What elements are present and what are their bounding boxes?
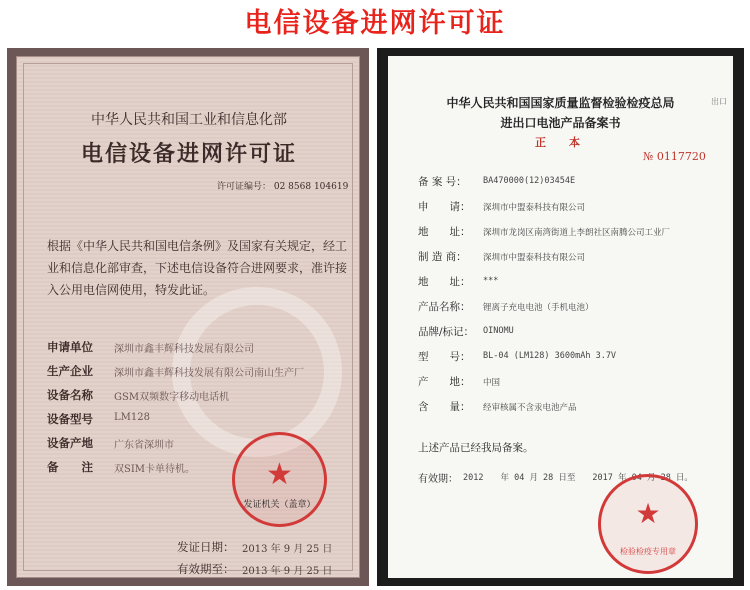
field-label: 型 号： [418,351,471,363]
issue-date-label: 发证日期： [177,540,235,554]
official-seal [232,432,327,527]
validity-label: 有效期： [418,474,458,485]
corner-label: 出口 [711,97,727,106]
field-label: 设备名称 [47,388,93,402]
battery-filing-certificate [377,48,744,586]
filing-paper [388,56,733,578]
filing-number: № 0117720 [643,150,706,163]
field-label: 产 地： [418,376,471,388]
banner [0,0,750,48]
license-number: 许可证编号： 02 8568 104619 [217,182,349,192]
field-label: 含 量： [418,401,471,413]
field-value: 深圳市中盟泰科技有限公司 [483,253,586,263]
field-label: 制 造 商： [418,251,467,263]
license-paper [16,56,360,578]
field-value: 深圳市鑫丰辉科技发展有限公司 [114,344,254,355]
field-label: 产品名称： [418,301,471,313]
filing-title: 进出口电池产品备案书 [500,116,621,130]
inspection-seal-caption: 检验检疫专用章 [620,547,676,556]
field-label: 备 案 号： [418,176,467,188]
field-value: 中国 [483,378,501,388]
valid-date-label: 有效期至： [177,562,235,576]
validity-value: 2012 年 04 月 28 日至 2017 年 04 月 28 日。 [463,473,693,483]
license-certificate [7,48,369,586]
field-value: 深圳市中盟泰科技有限公司 [483,203,586,213]
filing-issuer: 中华人民共和国国家质量监督检验检疫总局 [446,96,675,110]
field-value: 深圳市龙岗区南湾街道上李朗社区南腾公司工业厂 [483,228,671,238]
license-paragraph: 根据《中华人民共和国电信条例》及国家有关规定，经工业和信息化部审查，下述电信设备符合进网要求，准许接入公用电信网使用，特发此证。 [47,239,348,297]
field-value: GSM双频数字移动电话机 [114,392,230,403]
star-icon: ★ [635,497,661,530]
field-label: 申 请： [418,201,471,213]
field-label: 设备型号 [47,412,93,426]
field-value: BA470000(12)03454E [483,176,576,186]
field-value: 广东省深圳市 [114,440,174,451]
field-value: BL-04 (LM128) 3600mAh 3.7V [483,351,617,361]
field-label: 申请单位 [47,340,93,354]
inspection-seal [598,474,698,574]
filing-footer-text: 上述产品已经我局备案。 [418,442,534,454]
issue-date-value: 2013 年 9 月 25 日 [242,544,333,555]
license-issuer: 中华人民共和国工业和信息化部 [91,112,287,128]
license-title: 电信设备进网许可证 [80,141,297,167]
field-label: 备 注 [47,460,93,474]
field-label: 地 址： [418,226,471,238]
field-label: 生产企业 [47,364,93,378]
field-value: 锂离子充电电池（手机电池） [483,303,594,313]
star-icon: ★ [266,457,293,492]
banner-title: 电信设备进网许可证 [244,8,506,39]
field-value: LM128 [114,412,150,423]
field-label: 地 址： [418,276,471,288]
filing-original-mark: 正 本 [535,136,586,149]
field-label: 品牌/标记： [418,326,475,338]
field-value: 双SIM卡单待机。 [114,464,196,475]
field-value: OINOMU [483,326,514,336]
field-value: *** [483,276,499,286]
field-label: 设备产地 [47,436,93,450]
field-value: 经审核属不含汞电池产品 [483,403,577,413]
seal-caption: 发证机关（盖章） [243,500,316,510]
field-value: 深圳市鑫丰辉科技发展有限公司南山生产厂 [114,368,304,379]
valid-date-value: 2013 年 9 月 25 日 [242,566,333,577]
